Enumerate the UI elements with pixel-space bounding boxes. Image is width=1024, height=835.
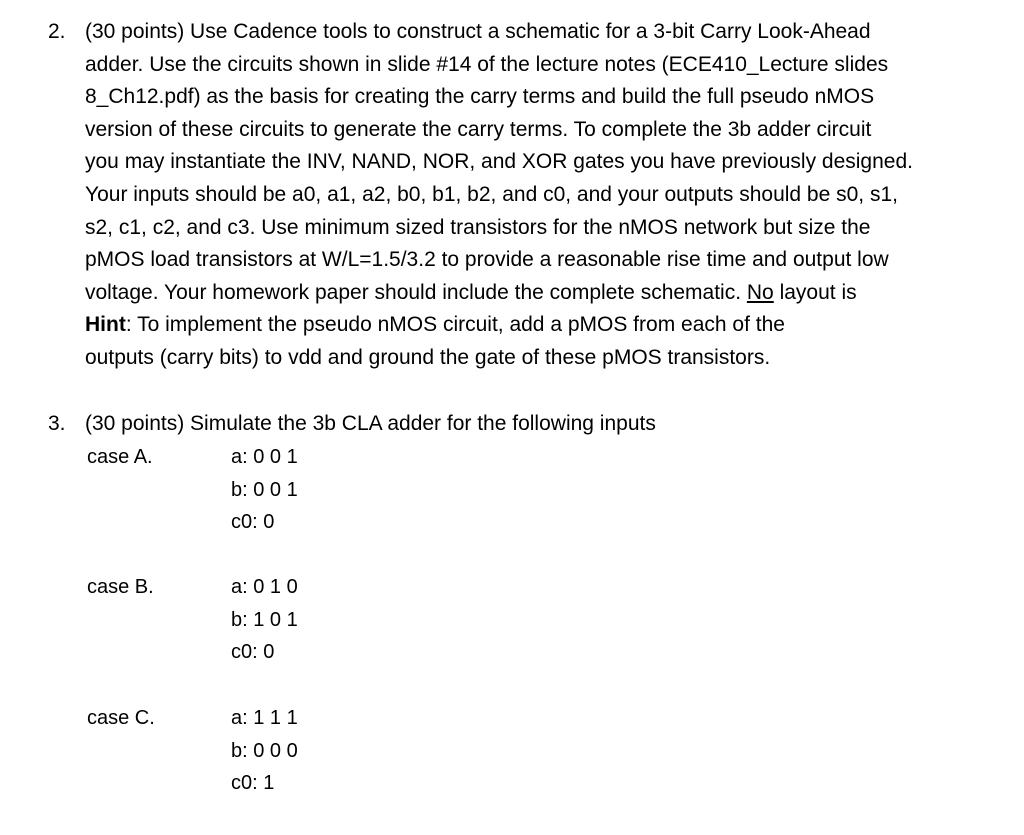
case-a-label: case A.	[87, 446, 153, 468]
problem-2-line-3: 8_Ch12.pdf) as the basis for creating the carry terms and build the full pseudo nMOS	[85, 85, 875, 109]
problem-2-line-6: Your inputs should be a0, a1, a2, b0, b1, b2, and c0, and your outputs should be s0, s1,	[85, 182, 898, 206]
line-9-text-after: layout is	[773, 280, 857, 304]
case-c-b-value: b: 0 0 0	[231, 740, 298, 762]
problem-3-intro-text: (30 points) Simulate the 3b CLA adder for the following inputs	[85, 412, 656, 435]
case-c-a-value: a: 1 1 1	[231, 707, 298, 729]
problem-2-line-1: (30 points) Use Cadence tools to construct a schematic for a 3-bit Carry Look-Ahead	[85, 20, 871, 43]
problem-3-number: 3.	[48, 412, 66, 435]
problem-3-intro	[85, 408, 985, 441]
hint-label: Hint	[85, 313, 126, 337]
problem-2-line-10	[85, 309, 985, 342]
case-c-label: case C.	[87, 707, 155, 729]
case-b-a-value: a: 0 1 0	[231, 576, 298, 598]
case-b-label: case B.	[87, 576, 154, 598]
underlined-no: No	[746, 280, 774, 304]
problem-2-line-4: version of these circuits to generate the carry terms. To complete the 3b adder circuit	[85, 117, 872, 141]
case-b-b-value: b: 1 0 1	[231, 609, 298, 631]
case-c-c0-value: c0: 1	[231, 772, 275, 794]
case-a-a-value: a: 0 0 1	[231, 446, 298, 468]
problem-2-line-9	[85, 277, 985, 310]
problem-2-line-2: adder. Use the circuits shown in slide #14 of the lecture notes (ECE410_Lecture slides	[85, 52, 889, 76]
case-a-c0-value: c0: 0	[231, 511, 275, 533]
problem-2-line-8: pMOS load transistors at W/L=1.5/3.2 to provide a reasonable rise time and output low	[85, 248, 889, 272]
line-9-text-before: voltage. Your homework paper should include the complete schematic.	[85, 280, 747, 304]
case-a-b-value: b: 0 0 1	[231, 479, 298, 501]
hint-text: : To implement the pseudo nMOS circuit, add a pMOS from each of the	[125, 313, 785, 337]
case-b-c0-value: c0: 0	[231, 641, 275, 663]
problem-2-line-7: s2, c1, c2, and c3. Use minimum sized transistors for the nMOS network but size the	[85, 215, 871, 239]
problem-2-line-11: outputs (carry bits) to vdd and ground the gate of these pMOS transistors.	[85, 345, 771, 369]
problem-2-line-5: you may instantiate the INV, NAND, NOR, and XOR gates you have previously designed.	[85, 150, 913, 174]
problem-2-text	[85, 16, 985, 375]
problem-2-number: 2.	[48, 20, 66, 43]
